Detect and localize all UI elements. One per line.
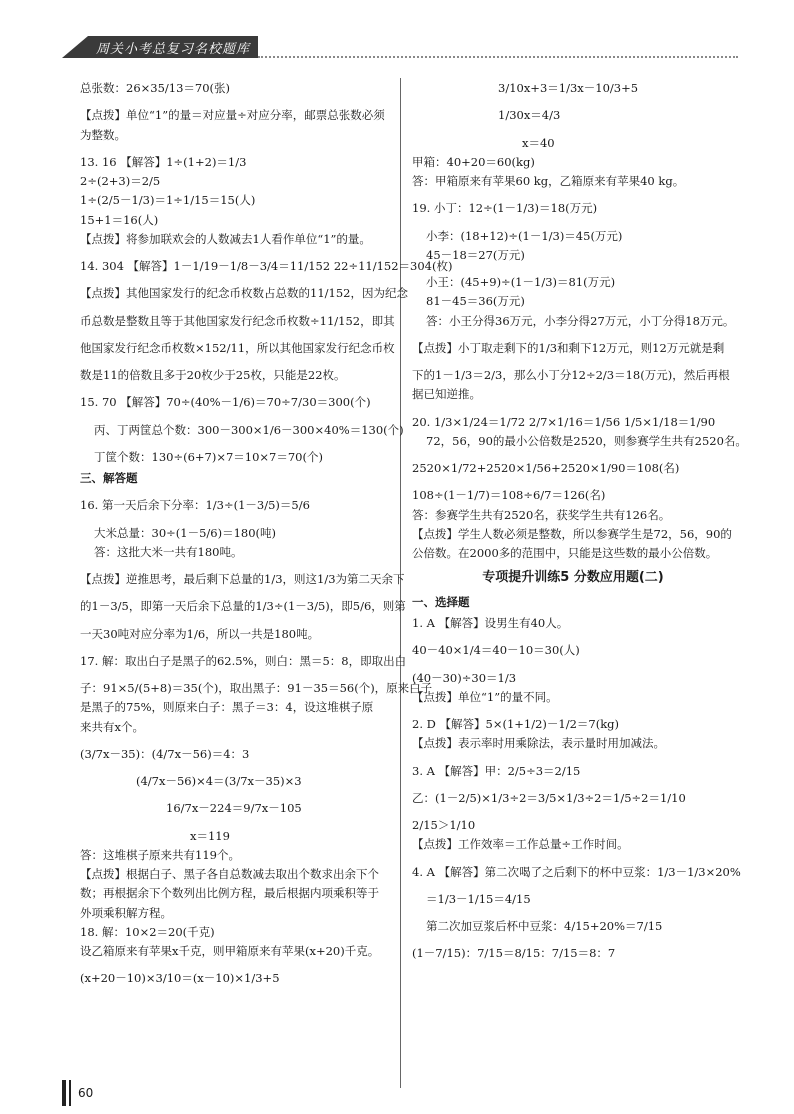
header-wedge-decoration bbox=[62, 36, 88, 58]
section-title: 专项提升训练5 分数应用题(二) bbox=[482, 570, 664, 586]
equation-line: (4/7x－56)×4＝(3/7x－35)×3 bbox=[136, 774, 302, 788]
header-title: 周关小考总复习名校题库 bbox=[96, 42, 251, 57]
equation-line: x＝119 bbox=[190, 828, 230, 843]
equation-line: 1/30x＝4/3 bbox=[498, 108, 561, 123]
question-15: 15. 70 【解答】70÷(40%－1/6)＝70÷7/30＝300(个) bbox=[80, 395, 371, 410]
tip-line: 【点拨】根据白子、黑子各自总数减去取出个数求出余下个 bbox=[80, 867, 379, 881]
text-line: 40－40×1/4＝40－10＝30(人) bbox=[412, 643, 580, 658]
text-line: (1－7/15)：7/15＝8/15：7/15＝8：7 bbox=[412, 946, 616, 961]
text-line: 来共有x个。 bbox=[80, 719, 144, 734]
tip-line: 【点拨】单位“1”的量不同。 bbox=[412, 689, 558, 704]
equation-line: (x+20－10)×3/10＝(x－10)×1/3+5 bbox=[80, 971, 280, 986]
text-line: 子：91×5/(5+8)＝35(个)，取出黑子：91－35＝56(个)，原来白子 bbox=[80, 681, 433, 695]
text-line: 丁筐个数：130÷(6+7)×7＝10×7＝70(个) bbox=[94, 449, 323, 464]
text-line: 公倍数。在2000多的范围中，只能是这些数的最小公倍数。 bbox=[412, 546, 718, 560]
page-number: 60 bbox=[78, 1086, 94, 1100]
text-line: 是黑子的75%，则原来白子：黑子＝3：4，设这堆棋子原 bbox=[80, 700, 374, 715]
text-line: 设乙箱原来有苹果x千克，则甲箱原来有苹果(x+20)千克。 bbox=[80, 944, 380, 958]
text-line: 答：小王分得36万元，小李分得27万元，小丁分得18万元。 bbox=[426, 313, 735, 328]
text-line: 下的1－1/3＝2/3，那么小丁分12÷2/3＝18(万元)，然后再根 bbox=[412, 368, 730, 382]
tip-line: 【点拨】单位“1”的量＝对应量÷对应分率，邮票总张数必须 bbox=[80, 108, 385, 123]
text-line: (40－30)÷30＝1/3 bbox=[412, 670, 517, 685]
text-line: 2÷(2+3)＝2/5 bbox=[80, 174, 161, 188]
text-line: 甲箱：40+20＝60(kg) bbox=[412, 154, 535, 169]
text-line: 总张数：26×35/13＝70(张) bbox=[80, 81, 231, 95]
text-line: 答：参赛学生共有2520名，获奖学生共有126名。 bbox=[412, 507, 671, 522]
text-line: 72，56，90的最小公倍数是2520，则参赛学生共有2520名。 bbox=[426, 433, 747, 448]
question-14: 14. 304 【解答】1－1/19－1/8－3/4＝11/152 22÷11/152＝304(枚) bbox=[80, 259, 453, 273]
header-dotted-rule bbox=[258, 56, 738, 58]
section-heading: 三、解答题 bbox=[80, 471, 138, 485]
text-line: 108÷(1－1/7)＝108÷6/7＝126(名) bbox=[412, 488, 606, 503]
text-line: 乙：(1－2/5)×1/3÷2＝3/5×1/3÷2＝1/5÷2＝1/10 bbox=[412, 790, 686, 805]
text-line: 小王：(45+9)÷(1－1/3)＝81(万元) bbox=[426, 275, 616, 289]
text-line: 2520×1/72+2520×1/56+2520×1/90＝108(名) bbox=[412, 461, 680, 475]
equation-line: (3/7x－35)：(4/7x－56)＝4：3 bbox=[80, 746, 250, 761]
text-line: 小李：(18+12)÷(1－1/3)＝45(万元) bbox=[426, 228, 623, 243]
question-13: 13. 16 【解答】1÷(1+2)＝1/3 bbox=[80, 154, 247, 169]
text-line: 丙、丁两筐总个数：300－300×1/6－300×40%＝130(个) bbox=[94, 422, 404, 437]
footer-bar bbox=[69, 1080, 71, 1106]
right-column bbox=[412, 78, 747, 965]
section-heading: 一、选择题 bbox=[412, 594, 470, 609]
question-18: 18. 解：10×2＝20(千克) bbox=[80, 924, 215, 939]
tip-line: 【点拨】小丁取走剩下的1/3和剩下12万元，则12万元就是剩 bbox=[412, 340, 725, 355]
text-line: 外项乘积解方程。 bbox=[80, 905, 172, 920]
text-line: 的1－3/5，即第一天后余下总量的1/3÷(1－3/5)，即5/6，则第 bbox=[80, 599, 406, 614]
text-line: 数是11的倍数且多于20枚少于25枚，只能是22枚。 bbox=[80, 368, 346, 382]
question-3: 3. A 【解答】甲：2/5÷3＝2/15 bbox=[412, 763, 581, 778]
tip-line: 【点拨】逆推思考，最后剩下总量的1/3，则这1/3为第二天余下 bbox=[80, 572, 405, 586]
question-20: 20. 1/3×1/24＝1/72 2/7×1/16＝1/56 1/5×1/18＝1/90 bbox=[412, 414, 716, 429]
question-16: 16. 第一天后余下分率：1/3÷(1－3/5)＝5/6 bbox=[80, 498, 310, 513]
text-line: 第二次加豆浆后杯中豆浆：4/15+20%＝7/15 bbox=[426, 919, 663, 933]
question-2: 2. D 【解答】5×(1+1/2)－1/2＝7(kg) bbox=[412, 717, 620, 731]
text-line: 15+1＝16(人) bbox=[80, 212, 159, 227]
text-line: ＝1/3－1/15＝4/15 bbox=[426, 891, 531, 906]
equation-line: 16/7x－224＝9/7x－105 bbox=[166, 801, 302, 816]
text-line: 币总数是整数且等于其他国家发行纪念币枚数÷11/152，即其 bbox=[80, 313, 395, 328]
text-line: 81－45＝36(万元) bbox=[426, 294, 525, 309]
text-line: 答：这堆棋子原来共有119个。 bbox=[80, 847, 240, 862]
tip-line: 【点拨】表示率时用乘除法，表示量时用加减法。 bbox=[412, 736, 665, 751]
text-line: 答：甲箱原来有苹果60 kg，乙箱原来有苹果40 kg。 bbox=[412, 174, 685, 188]
text-line: 一天30吨对应分率为1/6，所以一共是180吨。 bbox=[80, 626, 320, 641]
tip-line: 【点拨】学生人数必须是整数，所以参赛学生是72，56，90的 bbox=[412, 526, 732, 541]
text-line: 他国家发行纪念币枚数×152/11，所以其他国家发行纪念币枚 bbox=[80, 340, 395, 355]
text-line: 为整数。 bbox=[80, 127, 126, 142]
text-line: 数；再根据余下个数列出比例方程，最后根据内项乘积等于 bbox=[80, 886, 379, 901]
tip-line: 【点拨】将参加联欢会的人数减去1人看作单位“1”的量。 bbox=[80, 231, 371, 246]
footer-bar bbox=[62, 1080, 66, 1106]
question-4: 4. A 【解答】第二次喝了之后剩下的杯中豆浆：1/3－1/3×20% bbox=[412, 864, 741, 879]
text-line: 大米总量：30÷(1－5/6)＝180(吨) bbox=[94, 525, 276, 540]
text-line: 2/15＞1/10 bbox=[412, 818, 476, 832]
question-1: 1. A 【解答】设男生有40人。 bbox=[412, 616, 569, 630]
equation-line: 3/10x+3＝1/3x－10/3+5 bbox=[498, 81, 639, 95]
page-header bbox=[0, 0, 794, 72]
text-line: 答：这批大米一共有180吨。 bbox=[94, 544, 243, 559]
text-line: 据已知逆推。 bbox=[412, 387, 481, 402]
question-17: 17. 解：取出白子是黑子的62.5%，则白：黑＝5：8，即取出白 bbox=[80, 653, 407, 668]
text-line: 1÷(2/5－1/3)＝1÷1/15＝15(人) bbox=[80, 193, 256, 208]
tip-line: 【点拨】工作效率＝工作总量÷工作时间。 bbox=[412, 837, 629, 852]
text-line: 45－18＝27(万元) bbox=[426, 247, 525, 262]
tip-line: 【点拨】其他国家发行的纪念币枚数占总数的11/152，因为纪念 bbox=[80, 286, 408, 301]
equation-line: x＝40 bbox=[522, 135, 555, 150]
question-19: 19. 小丁：12÷(1－1/3)＝18(万元) bbox=[412, 201, 598, 216]
